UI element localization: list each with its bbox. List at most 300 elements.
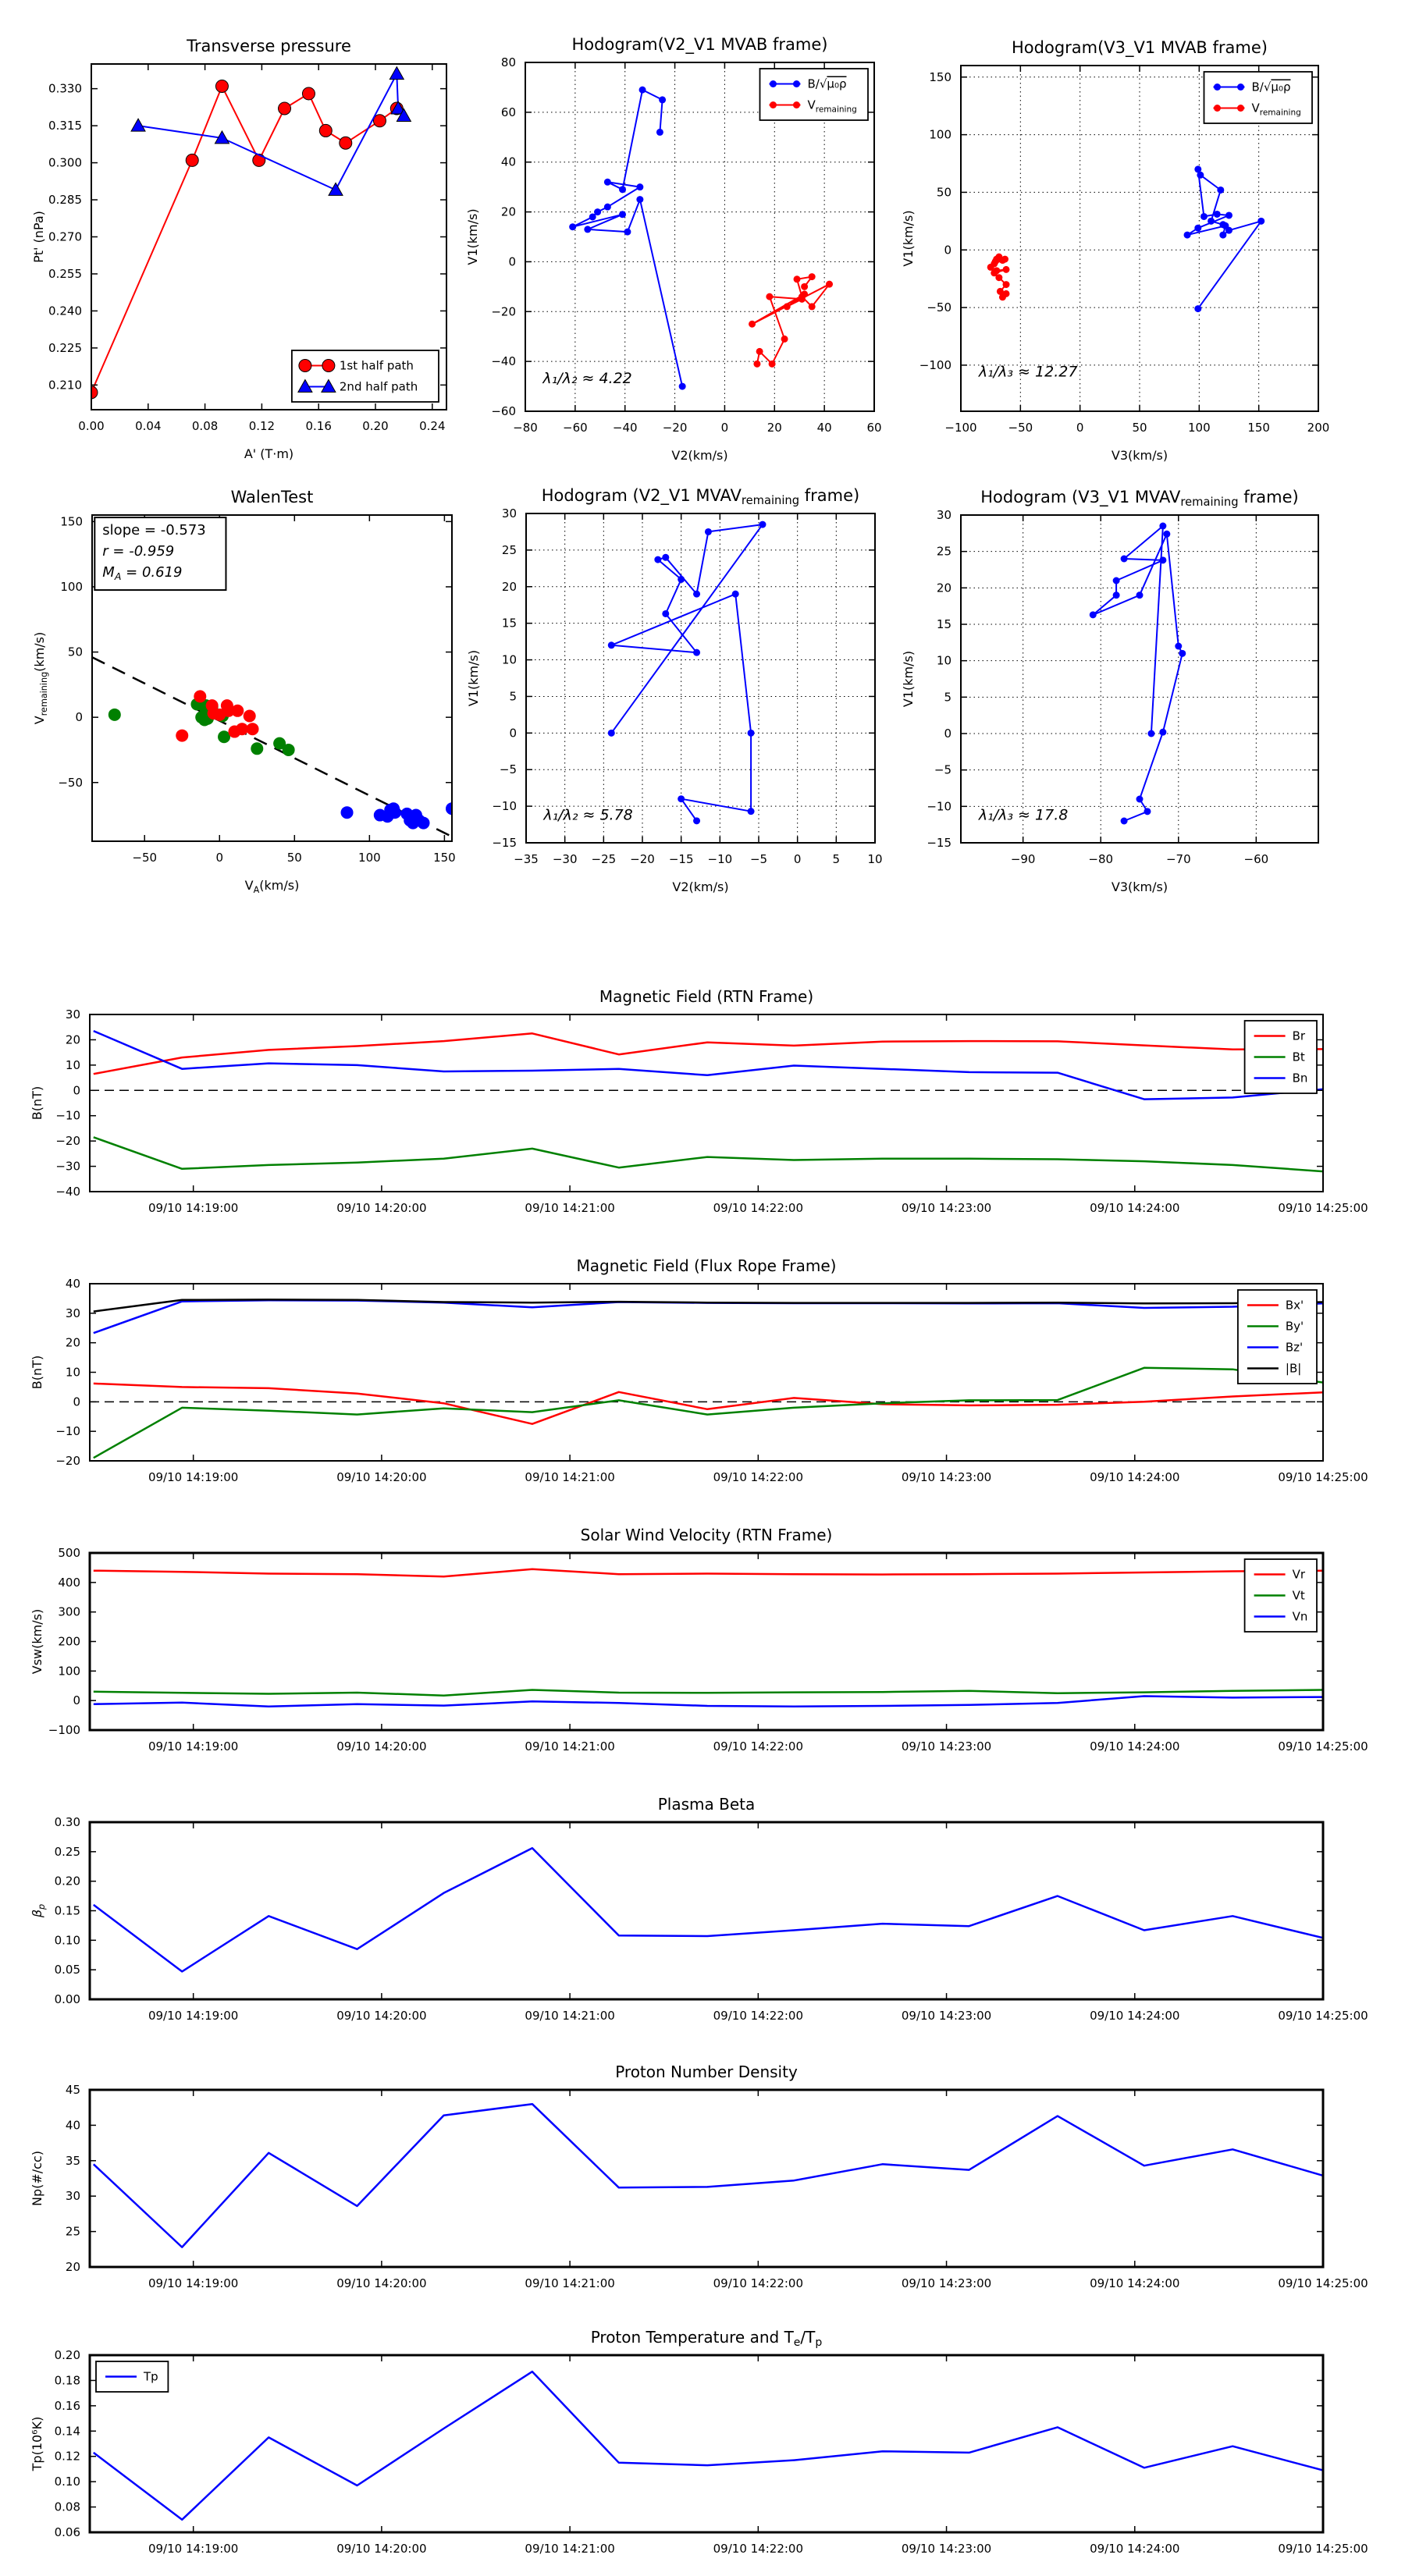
y-tick-label: 45 — [65, 2083, 80, 2097]
legend-label: 2nd half path — [339, 379, 418, 394]
x-tick-label: 09/10 14:24:00 — [1090, 1201, 1180, 1215]
legend-label: Bx' — [1285, 1298, 1304, 1313]
y-tick-label: 25 — [936, 544, 951, 559]
series-group — [94, 2369, 1323, 2520]
x-tick-label: 09/10 14:22:00 — [713, 1470, 804, 1484]
hodogram-v3v1-mvav-xlabel: V3(km/s) — [1111, 879, 1168, 894]
x-tick-label: 0 — [793, 852, 802, 866]
y-tick-label: 15 — [936, 617, 951, 631]
magnetic-field-fluxrope-ylabel: B(nT) — [30, 1355, 44, 1390]
legend-label: B/√μ₀ρ — [1251, 80, 1291, 94]
x-tick-label: 09/10 14:24:00 — [1090, 2542, 1180, 2556]
chart-proton-temperature — [12, 2322, 1401, 2576]
x-tick-label: 09/10 14:21:00 — [525, 2276, 615, 2290]
x-tick-label: 0 — [720, 421, 729, 435]
magnetic-field-fluxrope-series-|B| — [94, 1299, 1323, 1311]
y-tick-label: 35 — [65, 2153, 80, 2168]
hodogram-v3v1-mvab-xlabel: V3(km/s) — [1111, 448, 1168, 463]
y-tick-label: 20 — [501, 579, 517, 594]
axes-frame — [90, 2355, 1323, 2532]
y-tick-label: −50 — [58, 775, 83, 790]
statbox-line: r = -0.959 — [102, 543, 175, 560]
y-tick-label: −15 — [492, 836, 517, 850]
legend-label: |B| — [1285, 1361, 1302, 1376]
y-tick-label: 20 — [65, 1335, 80, 1350]
x-tick-label: 09/10 14:20:00 — [336, 2009, 427, 2023]
ticks — [90, 1553, 1323, 1730]
x-tick-label: 20 — [767, 421, 782, 435]
magnetic-field-fluxrope-legend — [1238, 1290, 1317, 1384]
plasma-beta-series-0 — [94, 1848, 1323, 1971]
walen-test-series-1 — [108, 695, 295, 756]
y-tick-label: −10 — [55, 1424, 80, 1439]
y-tick-label: 10 — [65, 1057, 80, 1072]
y-tick-label: −15 — [927, 836, 951, 850]
magnetic-field-rtn-svg — [12, 982, 1401, 1232]
x-tick-label: 09/10 14:19:00 — [148, 1470, 239, 1484]
y-tick-label: 0.20 — [54, 2348, 80, 2362]
series-group — [94, 2104, 1323, 2247]
y-tick-label: 100 — [929, 127, 951, 142]
magnetic-field-fluxrope-series-Bx' — [94, 1384, 1323, 1424]
y-tick-label: 0.14 — [54, 2424, 80, 2439]
transverse-pressure-series-2nd half path — [131, 67, 411, 196]
magnetic-field-rtn-series-Bn — [94, 1031, 1323, 1100]
x-tick-label: 0.24 — [419, 419, 446, 433]
magnetic-field-rtn-legend — [1245, 1021, 1317, 1093]
x-tick-label: 09/10 14:20:00 — [336, 1470, 427, 1484]
y-tick-label: −100 — [919, 357, 951, 372]
y-tick-label: 400 — [58, 1575, 80, 1590]
x-tick-label: −25 — [591, 852, 617, 866]
hodogram-v3v1-mvab-legend — [1204, 72, 1312, 123]
x-tick-label: 5 — [832, 852, 841, 866]
tick-labels — [55, 1007, 1368, 1215]
x-tick-label: 09/10 14:25:00 — [1278, 2276, 1368, 2290]
solar-wind-velocity-ylabel: Vsw(km/s) — [30, 1608, 44, 1675]
x-tick-label: 60 — [866, 421, 882, 435]
chart-solar-wind-velocity — [12, 1520, 1401, 1774]
legend-label: Tp — [144, 2369, 158, 2384]
proton-temperature-ylabel: Tp(10⁶K) — [30, 2416, 44, 2471]
x-tick-label: −30 — [552, 852, 578, 866]
y-tick-label: 0.315 — [48, 119, 82, 133]
axes-frame — [526, 513, 875, 843]
solar-wind-velocity-title: Solar Wind Velocity (RTN Frame) — [580, 1526, 833, 1544]
proton-number-density-title: Proton Number Density — [615, 2063, 798, 2081]
magnetic-field-fluxrope-series-By' — [94, 1368, 1323, 1458]
y-tick-label: 30 — [65, 1007, 80, 1022]
y-tick-label: −30 — [55, 1159, 80, 1174]
chart-proton-number-density — [12, 2057, 1401, 2311]
walen-test-xlabel: $V_A(km/s)$ — [244, 878, 300, 895]
magnetic-field-rtn-title: Magnetic Field (RTN Frame) — [599, 987, 814, 1006]
y-tick-label: 50 — [67, 645, 83, 659]
magnetic-field-fluxrope-svg — [12, 1251, 1401, 1501]
axes-frame — [961, 515, 1318, 843]
hodogram-v3v1-mvav-svg — [883, 467, 1403, 917]
x-tick-label: −70 — [1165, 852, 1191, 866]
x-tick-label: 09/10 14:19:00 — [148, 1201, 239, 1215]
y-tick-label: −10 — [927, 799, 951, 814]
x-tick-label: 150 — [433, 851, 456, 865]
x-tick-label: −80 — [513, 421, 538, 435]
y-tick-label: 0 — [73, 1693, 80, 1708]
x-tick-label: 10 — [867, 852, 883, 866]
x-tick-label: 09/10 14:22:00 — [713, 1201, 804, 1215]
y-tick-label: 0.210 — [48, 378, 82, 393]
y-tick-label: 0.25 — [54, 1844, 80, 1859]
statbox-line: $M_A = 0.619$ — [102, 564, 183, 583]
x-tick-label: 09/10 14:21:00 — [525, 2542, 615, 2556]
legend-label: $V_{remaining}$ — [807, 98, 857, 115]
y-tick-label: 0.10 — [54, 1933, 80, 1948]
x-tick-label: −50 — [1008, 421, 1033, 435]
y-tick-label: 5 — [509, 689, 517, 704]
x-tick-label: −35 — [514, 852, 539, 866]
x-tick-label: 09/10 14:21:00 — [525, 1470, 615, 1484]
y-tick-label: 0.12 — [54, 2449, 80, 2464]
y-tick-label: 20 — [936, 581, 951, 595]
y-tick-label: 40 — [65, 2118, 80, 2133]
walen-test-series-3 — [341, 802, 458, 829]
tick-labels — [55, 2348, 1368, 2556]
legend-label: Bt — [1292, 1050, 1305, 1064]
proton-temperature-title: Proton Temperature and $T_e/T_p$ — [590, 2328, 823, 2349]
y-tick-label: 50 — [936, 185, 951, 200]
y-tick-label: 0.30 — [54, 1815, 80, 1829]
y-tick-label: 0 — [73, 1395, 80, 1409]
y-tick-label: 40 — [500, 155, 516, 169]
y-tick-label: 0.16 — [54, 2398, 80, 2413]
x-tick-label: −90 — [1010, 852, 1036, 866]
x-tick-label: 09/10 14:22:00 — [713, 2009, 804, 2023]
solar-wind-velocity-svg — [12, 1520, 1401, 1771]
x-tick-label: 0.16 — [305, 419, 332, 433]
y-tick-label: 0.240 — [48, 304, 82, 318]
x-tick-label: 09/10 14:23:00 — [901, 2276, 992, 2290]
x-tick-label: 09/10 14:20:00 — [336, 1201, 427, 1215]
x-tick-label: 40 — [816, 421, 832, 435]
x-tick-label: 09/10 14:22:00 — [713, 2542, 804, 2556]
solar-wind-velocity-legend — [1245, 1559, 1317, 1632]
hodogram-v2v1-mvav-xlabel: V2(km/s) — [672, 879, 729, 894]
y-tick-label: −10 — [492, 799, 517, 814]
y-tick-label: 20 — [65, 1032, 80, 1047]
x-tick-label: 09/10 14:22:00 — [713, 1739, 804, 1753]
hodogram-v3v1-mvab-title: Hodogram(V3_V1 MVAB frame) — [1012, 38, 1268, 57]
y-tick-label: 150 — [60, 514, 83, 529]
grid — [526, 513, 875, 843]
transverse-pressure-ylabel: Pt' (nPa) — [31, 211, 46, 263]
x-tick-label: 09/10 14:25:00 — [1278, 2009, 1368, 2023]
legend-label: B/√μ₀ρ — [807, 76, 847, 91]
x-tick-label: 09/10 14:23:00 — [901, 2009, 992, 2023]
legend-label: By' — [1285, 1319, 1304, 1334]
y-tick-label: 40 — [65, 1277, 80, 1291]
legend-label: Bz' — [1285, 1340, 1304, 1355]
y-tick-label: 0.255 — [48, 266, 82, 281]
y-tick-label: 0.285 — [48, 193, 82, 208]
y-tick-label: −50 — [927, 300, 951, 315]
y-tick-label: −5 — [499, 762, 517, 777]
legend-label: Vn — [1292, 1609, 1308, 1624]
y-tick-label: 10 — [936, 653, 951, 668]
x-tick-label: 09/10 14:24:00 — [1090, 1739, 1180, 1753]
axes-frame — [90, 1284, 1323, 1461]
legend-label: $V_{remaining}$ — [1251, 101, 1301, 118]
x-tick-label: −5 — [749, 852, 768, 866]
y-tick-label: 10 — [501, 652, 517, 667]
y-tick-label: 10 — [65, 1365, 80, 1380]
y-tick-label: 0.225 — [48, 340, 82, 355]
y-tick-label: 60 — [500, 105, 516, 119]
hodogram-v3v1-mvab-ylabel: V1(km/s) — [901, 210, 916, 267]
x-tick-label: 09/10 14:24:00 — [1090, 1470, 1180, 1484]
proton-number-density-series-0 — [94, 2104, 1323, 2247]
ticks — [90, 1822, 1323, 1999]
y-tick-label: −40 — [55, 1185, 80, 1199]
x-tick-label: 09/10 14:19:00 — [148, 2276, 239, 2290]
hodogram-v2v1-mvab-xlabel: V2(km/s) — [671, 448, 728, 463]
proton-temperature-legend — [96, 2361, 168, 2392]
y-tick-label: −100 — [48, 1723, 80, 1737]
tick-labels — [55, 1815, 1368, 2023]
y-tick-label: 30 — [501, 506, 517, 521]
solar-wind-velocity-series-Vn — [94, 1697, 1323, 1707]
annotation: λ₁/λ₂ ≈ 5.78 — [543, 806, 633, 824]
series-group — [94, 1299, 1323, 1458]
series-group — [94, 1031, 1323, 1171]
x-tick-label: 09/10 14:21:00 — [525, 1201, 615, 1215]
chart-magnetic-field-rtn — [12, 982, 1401, 1235]
y-tick-label: 0 — [509, 726, 517, 741]
hodogram-v2v1-mvab-series-V_{remaining} — [749, 273, 833, 368]
magnetic-field-rtn-series-Br — [94, 1033, 1323, 1074]
chart-plasma-beta — [12, 1789, 1401, 2043]
ticks — [90, 1284, 1323, 1461]
hodogram-v2v1-mvav-title: Hodogram (V2_V1 MVAVremaining frame) — [541, 486, 860, 507]
x-tick-label: 100 — [1188, 421, 1211, 435]
walen-test-ylabel: $V_{remaining}(km/s)$ — [32, 631, 49, 725]
y-tick-label: 300 — [58, 1604, 80, 1619]
y-tick-label: 0.18 — [54, 2373, 80, 2388]
proton-temperature-svg — [12, 2322, 1401, 2573]
y-tick-label: 30 — [65, 1306, 80, 1320]
legend-label: Vr — [1292, 1567, 1306, 1582]
x-tick-label: 09/10 14:20:00 — [336, 2276, 427, 2290]
x-tick-label: 200 — [1307, 421, 1330, 435]
chart-hodogram-v3v1-mvav — [883, 467, 1403, 920]
y-tick-label: 25 — [65, 2224, 80, 2239]
y-tick-label: −10 — [55, 1108, 80, 1123]
x-tick-label: 09/10 14:24:00 — [1090, 2009, 1180, 2023]
hodogram-v2v1-mvab-legend — [759, 69, 868, 120]
x-tick-label: 09/10 14:23:00 — [901, 2542, 992, 2556]
x-tick-label: 0.08 — [191, 419, 219, 433]
series-group — [85, 67, 411, 399]
series-group — [569, 87, 833, 390]
grid — [961, 515, 1318, 843]
x-tick-label: 09/10 14:22:00 — [713, 2276, 804, 2290]
hodogram-v3v1-mvab-svg — [883, 17, 1403, 485]
x-tick-label: −20 — [662, 421, 688, 435]
transverse-pressure-xlabel: A' (T·m) — [244, 446, 294, 461]
y-tick-label: 0 — [944, 243, 951, 258]
transverse-pressure-title: Transverse pressure — [187, 37, 351, 55]
series-group — [94, 1848, 1323, 1971]
magnetic-field-rtn-series-Bt — [94, 1137, 1323, 1171]
x-tick-label: 09/10 14:25:00 — [1278, 1201, 1368, 1215]
y-tick-label: 0.300 — [48, 155, 82, 170]
y-tick-label: 0.10 — [54, 2475, 80, 2489]
walen-test-statbox — [94, 517, 226, 590]
legend-label: 1st half path — [339, 358, 414, 373]
x-tick-label: 09/10 14:19:00 — [148, 1739, 239, 1753]
y-tick-label: 0.270 — [48, 229, 82, 244]
chart-magnetic-field-fluxrope — [12, 1251, 1401, 1505]
y-tick-label: −40 — [491, 354, 516, 369]
x-tick-label: 150 — [1247, 421, 1270, 435]
y-tick-label: 0.06 — [54, 2525, 80, 2539]
y-tick-label: 5 — [944, 690, 951, 705]
x-tick-label: 50 — [1132, 421, 1147, 435]
annotation: λ₁/λ₃ ≈ 12.27 — [978, 363, 1078, 381]
magnetic-field-fluxrope-title: Magnetic Field (Flux Rope Frame) — [576, 1256, 837, 1275]
series-group — [1090, 523, 1186, 825]
plasma-beta-title: Plasma Beta — [657, 1795, 756, 1814]
plasma-beta-ylabel: $\beta_p$ — [30, 1903, 47, 1918]
x-tick-label: 09/10 14:23:00 — [901, 1201, 992, 1215]
hodogram-v2v1-mvav-ylabel: V1(km/s) — [466, 649, 481, 707]
chart-hodogram-v3v1-mvab — [883, 17, 1403, 489]
y-tick-label: 30 — [65, 2189, 80, 2204]
hodogram-v2v1-mvab-series-B/√{μ₀ρ} — [569, 87, 685, 390]
x-tick-label: 09/10 14:25:00 — [1278, 2542, 1368, 2556]
axes-frame — [90, 2090, 1323, 2267]
x-tick-label: 0.12 — [248, 419, 276, 433]
y-tick-label: 20 — [65, 2260, 80, 2274]
y-tick-label: 0 — [75, 710, 83, 725]
x-tick-label: 09/10 14:20:00 — [336, 1739, 427, 1753]
y-tick-label: 100 — [60, 579, 83, 594]
legend-label: Bn — [1292, 1071, 1308, 1085]
y-tick-label: 100 — [58, 1664, 80, 1679]
hodogram-v3v1-mvav-title: Hodogram (V3_V1 MVAVremaining frame) — [980, 488, 1299, 509]
x-tick-label: 0 — [215, 851, 224, 865]
x-tick-label: 09/10 14:24:00 — [1090, 2276, 1180, 2290]
tick-labels — [48, 1546, 1368, 1753]
y-tick-label: 0 — [73, 1083, 80, 1098]
y-tick-label: 80 — [500, 55, 516, 69]
x-tick-label: 09/10 14:25:00 — [1278, 1470, 1368, 1484]
x-tick-label: −15 — [668, 852, 694, 866]
y-tick-label: −20 — [55, 1134, 80, 1149]
y-tick-label: 0.330 — [48, 81, 82, 96]
x-tick-label: 09/10 14:21:00 — [525, 1739, 615, 1753]
proton-number-density-ylabel: Np(#/cc) — [30, 2151, 44, 2206]
x-tick-label: 09/10 14:19:00 — [148, 2542, 239, 2556]
x-tick-label: 09/10 14:19:00 — [148, 2009, 239, 2023]
y-tick-label: 500 — [58, 1546, 80, 1560]
y-tick-label: 0.00 — [54, 1992, 80, 2006]
ticks — [90, 2355, 1323, 2532]
y-tick-label: 150 — [929, 69, 951, 84]
y-tick-label: −20 — [55, 1454, 80, 1468]
x-tick-label: 0.20 — [362, 419, 389, 433]
axes-frame — [90, 1822, 1323, 1999]
x-tick-label: 09/10 14:25:00 — [1278, 1739, 1368, 1753]
annotation: λ₁/λ₂ ≈ 4.22 — [542, 370, 632, 388]
walen-test-title: WalenTest — [230, 488, 314, 506]
x-tick-label: 100 — [358, 851, 381, 865]
x-tick-label: −50 — [132, 851, 158, 865]
series-group — [608, 521, 767, 825]
x-tick-label: 09/10 14:23:00 — [901, 1470, 992, 1484]
hodogram-v3v1-mvab-series-B/√{μ₀ρ} — [1184, 165, 1265, 312]
x-tick-label: 09/10 14:20:00 — [336, 2542, 427, 2556]
statbox-line: slope = -0.573 — [102, 522, 206, 539]
transverse-pressure-legend — [292, 350, 439, 402]
x-tick-label: 50 — [286, 851, 302, 865]
annotation: λ₁/λ₃ ≈ 17.8 — [978, 806, 1069, 824]
y-tick-label: 25 — [501, 542, 517, 557]
y-tick-label: 0.15 — [54, 1903, 80, 1918]
hodogram-v2v1-mvav-series-0 — [608, 521, 767, 825]
x-tick-label: 0.00 — [78, 419, 105, 433]
hodogram-v3v1-mvab-series-V_{remaining} — [987, 254, 1010, 301]
series-group — [987, 165, 1265, 312]
hodogram-v3v1-mvav-series-0 — [1090, 523, 1186, 825]
x-tick-label: −10 — [707, 852, 733, 866]
series-group — [94, 1569, 1323, 1707]
solar-wind-velocity-series-Vr — [94, 1569, 1323, 1577]
legend-label: Vt — [1292, 1588, 1305, 1603]
plasma-beta-svg — [12, 1789, 1401, 2040]
x-tick-label: −80 — [1088, 852, 1114, 866]
magnetic-field-fluxrope-series-Bz' — [94, 1300, 1323, 1333]
y-tick-label: −20 — [491, 304, 516, 319]
y-tick-label: 0.05 — [54, 1963, 80, 1977]
axes-frame — [90, 1553, 1323, 1730]
x-tick-label: 0.04 — [135, 419, 162, 433]
x-tick-label: 0 — [1076, 421, 1084, 435]
y-tick-label: 200 — [58, 1634, 80, 1649]
proton-temperature-series-Tp — [94, 2369, 1323, 2520]
y-tick-label: −5 — [934, 762, 951, 777]
ticks — [526, 513, 875, 843]
x-tick-label: −60 — [1243, 852, 1269, 866]
x-tick-label: 09/10 14:23:00 — [901, 1739, 992, 1753]
y-tick-label: 30 — [936, 508, 951, 522]
y-tick-label: 0 — [508, 254, 516, 269]
ticks — [90, 2090, 1323, 2267]
solar-wind-velocity-series-Vt — [94, 1690, 1323, 1696]
y-tick-label: 0.20 — [54, 1874, 80, 1888]
y-tick-label: −60 — [491, 404, 516, 418]
x-tick-label: −40 — [612, 421, 638, 435]
magnetic-field-rtn-ylabel: B(nT) — [30, 1085, 44, 1121]
y-tick-label: 0 — [944, 727, 951, 741]
hodogram-v2v1-mvab-ylabel: V1(km/s) — [465, 208, 480, 265]
ticks — [961, 515, 1318, 843]
y-tick-label: 0.08 — [54, 2500, 80, 2514]
y-tick-label: 15 — [501, 616, 517, 631]
series-group — [92, 657, 458, 837]
x-tick-label: −100 — [944, 421, 977, 435]
y-tick-label: 20 — [500, 204, 516, 219]
proton-number-density-svg — [12, 2057, 1401, 2308]
